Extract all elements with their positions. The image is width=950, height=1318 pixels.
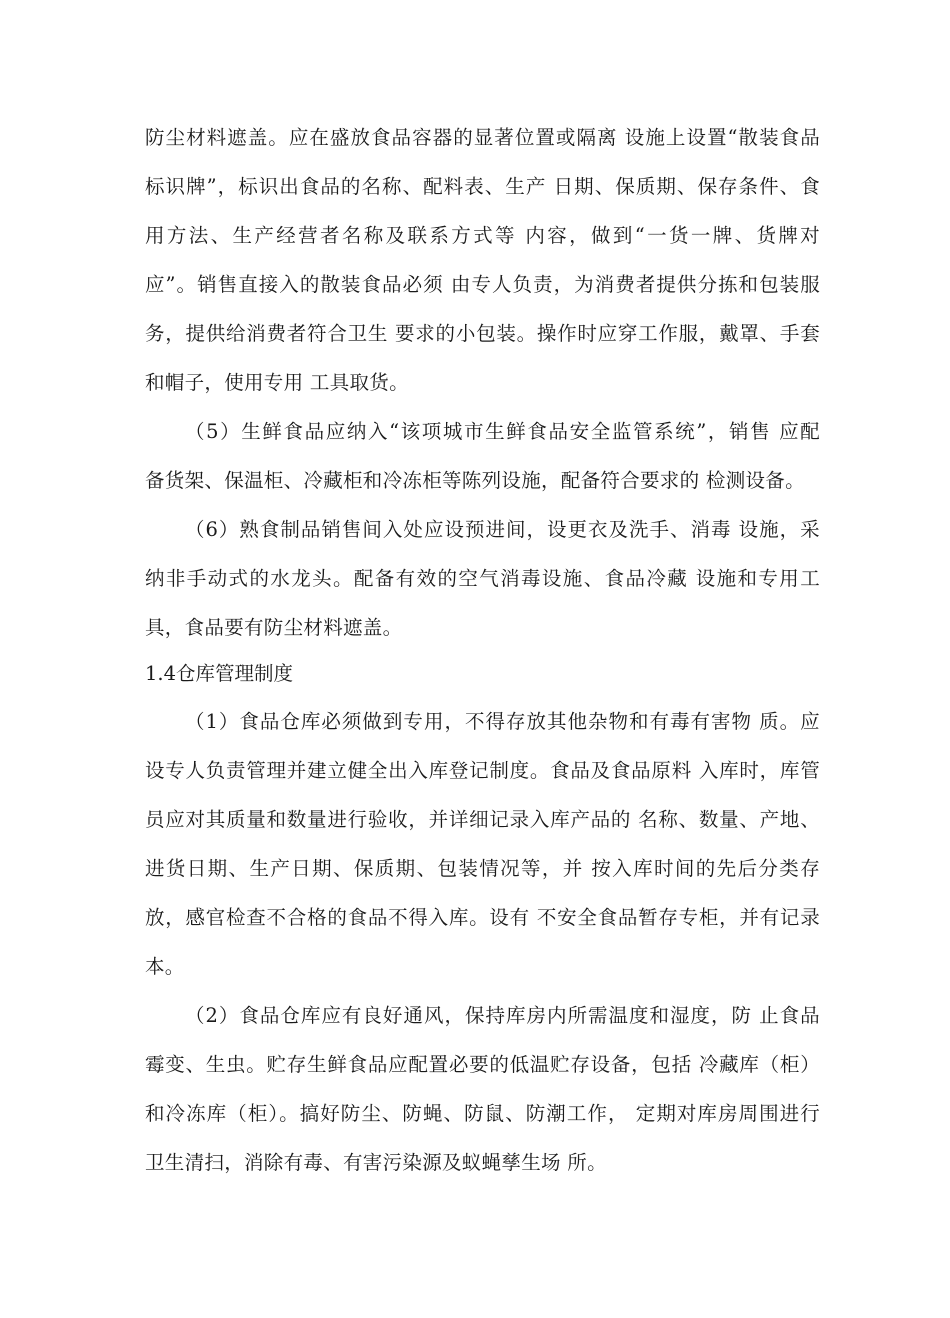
text-line: 本。 <box>145 955 185 978</box>
text-line: 霉变、生虫。贮存生鲜食品应配置必要的低温贮存设备，包括 冷藏库（柜） <box>145 1053 820 1076</box>
text-line: 务，提供给消费者符合卫生 要求的小包装。操作时应穿工作服，戴罩、手套 <box>145 322 820 345</box>
text-line: 标识牌”，标识出食品的名称、配料表、生产 日期、保质期、保存条件、食 <box>145 175 820 198</box>
text-line: （6）熟食制品销售间入处应设预进间，设更衣及洗手、消毒 设施，采 <box>185 518 820 541</box>
text-line: 纳非手动式的水龙头。配备有效的空气消毒设施、食品冷藏 设施和专用工 <box>145 567 820 590</box>
paragraph-cooked-food <box>145 505 820 652</box>
text-line: 具，食品要有防尘材料遮盖。 <box>145 616 403 639</box>
paragraph-warehouse-ventilation <box>145 991 820 1187</box>
text-line: 员应对其质量和数量进行验收，并详细记录入库产品的 名称、数量、产地、 <box>145 808 820 831</box>
text-line: 用方法、生产经营者名称及联系方式等 内容，做到“一货一牌、货牌对 <box>145 224 820 247</box>
text-line: 和冷冻库（柜）。搞好防尘、防蝇、防鼠、防潮工作， 定期对库房周围进行 <box>145 1102 820 1125</box>
paragraph-bulk-food-labeling <box>145 113 820 407</box>
text-line: 卫生清扫，消除有毒、有害污染源及蚁蝇孳生场 所。 <box>145 1151 607 1174</box>
text-line: 备货架、保温柜、冷藏柜和冷冻柜等陈列设施，配备符合要求的 检测设备。 <box>145 469 805 492</box>
text-line: （5）生鲜食品应纳入“该项城市生鲜食品安全监管系统”，销售 应配 <box>185 420 820 443</box>
text-line: 防尘材料遮盖。应在盛放食品容器的显著位置或隔离 设施上设置“散装食品 <box>145 126 820 149</box>
text-line: 放，感官检查不合格的食品不得入库。设有 不安全食品暂存专柜，并有记录 <box>145 906 820 929</box>
text-line: （2）食品仓库应有良好通风，保持库房内所需温度和湿度，防 止食品 <box>185 1004 820 1027</box>
text-line: 和帽子，使用专用 工具取货。 <box>145 371 409 394</box>
text-line: 进货日期、生产日期、保质期、包装情况等，并 按入库时间的先后分类存 <box>145 857 820 880</box>
section-heading: 1.4仓库管理制度 <box>145 662 294 685</box>
paragraph-warehouse-dedicated <box>145 697 820 991</box>
text-line: （1）食品仓库必须做到专用，不得存放其他杂物和有毒有害物 质。应 <box>185 710 820 733</box>
paragraph-fresh-food <box>145 407 820 505</box>
text-line: 设专人负责管理并建立健全出入库登记制度。食品及食品原料 入库时，库管 <box>145 759 820 782</box>
text-line: 应”。销售直接入的散装食品必须 由专人负责，为消费者提供分拣和包装服 <box>145 273 820 296</box>
